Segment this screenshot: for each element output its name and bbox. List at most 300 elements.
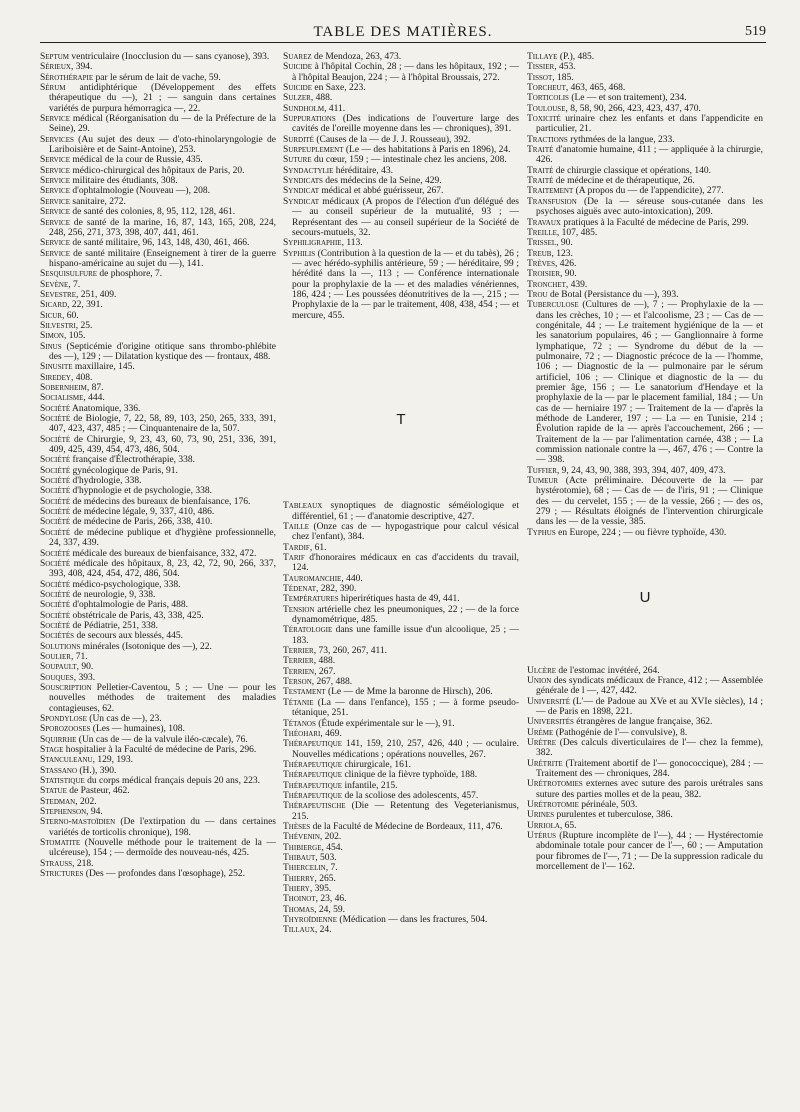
entry-text: d'anatomie humaine, 411 ; — appliquée à la chirurgie, 426. (536, 145, 763, 166)
index-entry (283, 832, 519, 842)
entry-headword: Thérapeutique (283, 759, 343, 770)
entry-text: , 394. (70, 62, 93, 73)
entry-text: , 265. (314, 873, 336, 884)
entry-text: hospitalier à la Faculté de médecine de Paris, 296. (63, 745, 257, 756)
index-entry (40, 714, 276, 724)
entry-headword: Société (40, 434, 71, 445)
entry-headword: Surdité (283, 134, 314, 145)
entry-text: en Europe, 224 ; — ou fièvre typhoïde, 430. (555, 527, 727, 538)
entry-text: de Pasteur, 462. (66, 786, 130, 797)
index-entry (527, 728, 763, 738)
entry-headword: Tarif (283, 553, 305, 563)
entry-headword: Terrier (283, 656, 314, 667)
entry-headword: Thérapeutique (283, 790, 343, 801)
index-entry (40, 683, 276, 714)
entry-text: Anatomique, 336. (70, 403, 141, 414)
index-entry (283, 739, 519, 760)
entry-text: médical (Réorganisation du — de la Préfecture de la Seine), 29. (49, 114, 276, 135)
index-entry (527, 238, 763, 248)
entry-text: du corps médical français depuis 20 ans, 223. (84, 776, 260, 787)
index-entry (40, 724, 276, 734)
entry-text: urinaire chez les enfants et dans l'appendicite en particulier, 21. (536, 114, 763, 135)
entry-headword: Thiery (283, 884, 310, 894)
entry-headword: Thérapeutique (283, 780, 343, 791)
entry-text: (Contribution à la question de la — et du tabès), 26 ; — avec hérédo-syphilis antérieure, 59 ; — héréditaire, 99 ; hérédité dans la —, 113 ; — Conférence internationale pour la prophylaxie de la — et des maladies vénériennes, 186, 424 ; — Les poussées déonutritives de la —, 215 ; — Prophylaxie de la — par le traitement, 408, 438, 454 ; — et mercure, 455. (292, 248, 519, 321)
index-entry (40, 559, 276, 580)
entry-headword: Urétrite (527, 758, 563, 769)
entry-headword: Soupault (40, 662, 77, 673)
entry-headword: Sérieux (40, 62, 71, 73)
index-entry (40, 207, 276, 217)
entry-headword: Torticolis (527, 93, 569, 104)
index-entry (40, 631, 276, 641)
index-entry (283, 770, 519, 780)
entry-text: , 94. (86, 807, 103, 818)
entry-text: médico-chirurgical des hôpitaux de Paris, 20. (70, 165, 245, 176)
entry-headword: Terrier (283, 646, 314, 657)
entry-headword: Société (40, 486, 71, 497)
entry-headword: Tractions (527, 134, 568, 145)
entry-headword: Société (40, 455, 71, 466)
entry-text: médico-psychologique, 338. (70, 579, 181, 590)
index-entry (40, 383, 276, 393)
entry-text: médicaux (A propos de l'élection d'un délégué des — au conseil supérieur de la mutualité, 93 ; — Représentant des — au conseil supérieur de la Société de secours-mutuels, 32. (292, 196, 519, 238)
entry-headword: Simon (40, 331, 64, 342)
index-entry (40, 238, 276, 248)
entry-text: de santé de la marine, 16, 87, 143, 165, 208, 224, 248, 256, 271, 373, 398, 407, 441, 461. (49, 217, 276, 238)
entry-headword: Service (40, 114, 70, 125)
index-entry (283, 104, 519, 114)
entry-headword: Thierry (283, 873, 315, 884)
entry-headword: Stanculeanu (40, 755, 93, 766)
index-entry (283, 801, 519, 822)
index-entry (40, 869, 276, 879)
entry-headword: Urines (527, 810, 555, 821)
index-entry (40, 155, 276, 165)
index-entry (40, 300, 276, 310)
entry-headword: Thoinot (283, 894, 316, 905)
entry-text: (De la — séreuse sous-cutanée dans les psychoses aiguës avec auto-intoxication), 209. (536, 196, 763, 218)
entry-headword: Solutions (40, 641, 81, 652)
index-entry (40, 197, 276, 207)
entry-text: , 426. (554, 258, 577, 269)
index-column-3 (527, 52, 763, 872)
index-entry (40, 321, 276, 331)
index-entry (40, 735, 276, 745)
entry-text: d'ophtalmologie (Nouveau —), 208. (70, 186, 210, 197)
index-entry (283, 605, 519, 626)
entry-text: (De l'extirpation du — dans certaines variétés de torticolis chronique), 198. (49, 817, 276, 838)
entry-headword: Strauss (40, 858, 73, 869)
entry-text: , 65. (559, 820, 577, 831)
index-entry (40, 280, 276, 290)
index-entry (40, 52, 276, 62)
entry-text: (Un cas de —), 23. (86, 714, 162, 724)
entry-headword: Thyroïdienne (283, 915, 338, 926)
index-entry (527, 259, 763, 269)
entry-text: , 24. (314, 925, 332, 936)
entry-headword: Trèves (527, 258, 555, 269)
index-entry (40, 404, 276, 414)
entry-headword: Statistique (40, 776, 85, 787)
entry-text: (Nouvelle méthode pour le traitement de la — ulcéreuse), 154 ; — dermoïde des nouveau-nés, 425. (49, 838, 276, 859)
index-entry (40, 528, 276, 549)
entry-text: , 7. (68, 279, 81, 290)
entry-text: d'hypnologie et de psychologie, 338. (70, 486, 212, 497)
entry-text: , 444. (83, 393, 105, 404)
index-entry (40, 476, 276, 486)
entry-headword: Stage (40, 745, 64, 756)
entry-text: de l'estomac invétéré, 264. (556, 665, 660, 676)
index-entry (40, 414, 276, 435)
index-entry (283, 238, 519, 248)
index-entry (40, 166, 276, 176)
entry-text: française d'Électrothérapie, 338. (70, 455, 196, 466)
entry-text: de médecins des bureaux de bienfaisance, 176. (70, 496, 251, 507)
entry-text: , 463, 465, 468. (565, 83, 626, 94)
entry-headword: Tillaye (527, 52, 558, 62)
index-entry (527, 186, 763, 196)
index-entry (527, 779, 763, 800)
index-entry (40, 776, 276, 786)
entry-headword: Températures (283, 594, 339, 605)
entry-text: de médecine légale, 9, 337, 410, 486. (70, 507, 215, 518)
index-entry (283, 698, 519, 719)
index-entry (40, 393, 276, 403)
entry-headword: Thibierge (283, 842, 322, 853)
entry-headword: Sterno-mastoïdien (40, 817, 116, 828)
entry-text: de Botal (Persistance du —), 393. (547, 289, 679, 300)
entry-text: 141, 159, 210, 257, 426, 440 ; — oculaire. Nouvelles médications ; opérations nouvelles, 267. (292, 739, 519, 760)
entry-text: , 73, 260, 267, 411. (313, 646, 387, 657)
entry-headword: Urriola (527, 820, 560, 831)
entry-headword: Université (527, 696, 571, 707)
index-entry (40, 373, 276, 383)
index-entry (40, 755, 276, 765)
index-entry (283, 135, 519, 145)
index-entry (527, 810, 763, 820)
entry-headword: Syndactylie (283, 165, 334, 176)
entry-text: , 202. (75, 796, 97, 807)
entry-headword: Suture (283, 155, 312, 166)
entry-headword: Sinusite (40, 362, 73, 373)
entry-text: synoptiques de diagnostic séméiologique et différentiel, 61 ; — d'anatomie descriptive, 427. (292, 501, 519, 522)
entry-text: maxillaire, 145. (72, 362, 135, 373)
entry-text: (P.), 485. (557, 52, 595, 62)
entry-text: périnéale, 503. (578, 799, 638, 810)
entry-text: , 440. (341, 573, 363, 584)
entry-headword: Service (40, 248, 70, 259)
index-entry (40, 621, 276, 631)
index-entry (40, 611, 276, 621)
entry-headword: Société (40, 517, 71, 528)
index-entry (527, 738, 763, 759)
index-entry (40, 745, 276, 755)
entry-text: militaire des étudiants, 308. (70, 176, 178, 187)
entry-headword: Travaux (527, 217, 561, 228)
entry-headword: Utérus (527, 831, 557, 841)
entry-text: de médecine et de thérapeutique, 26. (553, 176, 695, 187)
entry-headword: Urétrotomie (527, 799, 579, 810)
entry-text: (Des calculs diverticulaires de l'— chez la femme), 382. (536, 737, 763, 759)
entry-text: (Rupture incomplète de l'—), 44 ; — Hystérectomie abdominale totale pour cancer de l'—, 60 ; — Amputation pour fibromes de l'—, 71 ; — De la suppression radicale du morcellement de l'— 162. (536, 831, 763, 873)
entry-headword: Treille (527, 227, 557, 238)
entry-headword: Tardif (283, 542, 310, 553)
entry-headword: Sociétés (40, 631, 75, 642)
entry-headword: Syphilis (283, 248, 316, 259)
entry-headword: Service (40, 207, 70, 218)
index-entry (40, 186, 276, 196)
entry-headword: Tableaux (283, 501, 323, 512)
index-entry (283, 197, 519, 238)
entry-headword: Ulcère (527, 665, 557, 676)
index-entry (283, 677, 519, 687)
index-entry (283, 874, 519, 884)
index-entry (283, 905, 519, 915)
index-entry (527, 666, 763, 676)
entry-text: , 123. (551, 248, 573, 259)
index-entry (40, 176, 276, 186)
entry-text: , 202. (319, 832, 342, 843)
entry-text: , 71. (70, 651, 88, 662)
entry-text: de médecine publique et d'hygiène professionnelle, 24, 337, 439. (49, 527, 276, 549)
entry-headword: Spondylose (40, 714, 87, 724)
entry-headword: Thérapeutische (283, 801, 346, 812)
index-entry (283, 656, 519, 666)
entry-text: en Saxe, 223. (312, 83, 366, 94)
index-entry (40, 362, 276, 372)
index-entry (40, 497, 276, 507)
entry-headword: Treub (527, 248, 552, 259)
entry-headword: Sevestre (40, 289, 77, 300)
entry-headword: Tronchet (527, 279, 566, 290)
index-entry (283, 687, 519, 697)
entry-headword: Service (40, 155, 70, 166)
entry-text: antidiphtérique (Développement des effets thérapeutique du —), 21 ; — sanguin dans certaines variétés de purpura hémorragica —, 22. (49, 83, 276, 114)
entry-headword: Tédenat (283, 584, 317, 595)
entry-text: , 469. (320, 728, 342, 739)
index-entry (527, 228, 763, 238)
entry-headword: Toulouse (527, 103, 566, 114)
entry-headword: Société (40, 558, 71, 569)
entry-headword: Traitement (527, 186, 574, 197)
entry-text: rythmées de la langue, 233. (567, 134, 675, 145)
entry-headword: Tétanie (283, 697, 314, 708)
entry-text: , 22, 391. (67, 300, 103, 311)
index-entry (283, 83, 519, 93)
entry-headword: Tissier (527, 62, 555, 73)
entry-headword: Traité (527, 176, 554, 187)
page-header (40, 22, 766, 44)
section-letter: U (639, 589, 651, 607)
entry-text: pratiques à la Faculté de médecine de Paris, 299. (560, 217, 749, 228)
entry-text: à l'hôpital Cochin, 28 ; — dans les hôpitaux, 192 ; — à l'hôpital Beaujon, 224 ; — à l'hôpital Broussais, 272. (292, 62, 519, 83)
index-entry (40, 114, 276, 135)
entry-text: , 90. (556, 238, 573, 249)
index-entry (527, 93, 763, 103)
entry-headword: Troisier (527, 269, 561, 280)
index-entry (527, 280, 763, 290)
entry-text: obstétricale de Paris, 43, 338, 425. (70, 610, 204, 621)
entry-text: , 439. (565, 279, 588, 290)
entry-text: , 267. (314, 666, 336, 677)
entry-headword: Thiercelin (283, 863, 326, 874)
entry-text: (Causes de la — de J. J. Rousseau), 392. (313, 134, 471, 145)
entry-headword: Statue (40, 786, 67, 797)
entry-text: clinique de la fièvre typhoïde, 188. (342, 770, 478, 781)
entry-headword: Tauromanchie (283, 573, 342, 584)
entry-headword: Toxicité (527, 114, 561, 125)
entry-headword: Sobernheim (40, 383, 87, 393)
entry-text: , 218. (72, 858, 94, 869)
entry-headword: Sporozooses (40, 724, 91, 735)
entry-headword: Société (40, 579, 71, 590)
entry-headword: Syphiligraphie (283, 238, 342, 249)
entry-headword: Société (40, 620, 71, 631)
entry-headword: Surpeuplement (283, 145, 344, 156)
entry-headword: Service (40, 186, 70, 197)
entry-headword: Traité (527, 165, 554, 176)
index-entry (40, 517, 276, 527)
index-entry (283, 719, 519, 729)
running-title: TABLE DES MATIÈRES. (313, 24, 493, 40)
entry-text: chirurgicale, 161. (342, 759, 412, 770)
entry-text: , 105. (63, 331, 86, 342)
entry-text: , 90. (76, 662, 94, 673)
index-entry (283, 574, 519, 584)
entry-text: , 8, 58, 90, 266, 423, 423, 437, 470. (565, 103, 701, 114)
entry-headword: Service (40, 165, 70, 176)
entry-headword: Sérum (40, 83, 66, 94)
index-entry (283, 925, 519, 935)
entry-text: (Des indications de l'ouverture large des cavités de l'oreille moyenne dans les — chroniques), 391. (292, 114, 519, 135)
entry-text: de Pédiatrie, 251, 338. (70, 620, 159, 631)
entry-text: , 503. (315, 852, 337, 863)
entry-headword: Syndicat (283, 196, 320, 207)
entry-headword: Société (40, 589, 71, 600)
index-entry (40, 766, 276, 776)
entry-text: d'hydrologie, 338. (70, 476, 142, 487)
index-entry (283, 625, 519, 646)
entry-headword: Tuffier (527, 465, 557, 476)
index-entry (283, 584, 519, 594)
index-entry (40, 62, 276, 72)
index-entry (283, 543, 519, 553)
index-entry (40, 73, 276, 83)
index-entry (40, 600, 276, 610)
entry-headword: Sinus (40, 341, 62, 352)
index-entry (283, 915, 519, 925)
entry-headword: Stassano (40, 765, 78, 776)
entry-headword: Suicide (283, 62, 313, 73)
index-entry (40, 218, 276, 239)
index-entry (283, 155, 519, 165)
entry-text: , 453. (554, 62, 576, 73)
index-entry (40, 642, 276, 652)
entry-text: de la Faculté de Médecine de Bordeaux, 111, 476. (310, 821, 503, 832)
entry-headword: Société (40, 465, 71, 476)
entry-headword: Tétanos (283, 718, 316, 729)
entry-text: , 395. (309, 884, 332, 894)
entry-text: (Die — Retentung des Vegeterianismus, 215. (292, 801, 519, 822)
entry-text: de santé militaire, 96, 143, 148, 430, 461, 466. (70, 238, 250, 249)
entry-headword: Thérapeutique (283, 770, 343, 781)
entry-text: (Onze cas de — hypogastrique pour calcul vésical chez l'enfant), 384. (292, 521, 519, 543)
entry-headword: Services (40, 134, 74, 145)
entry-headword: Strictures (40, 869, 84, 880)
entry-headword: Tumeur (527, 476, 559, 487)
entry-text: (Le — des habitations à Paris en 1896), 24. (343, 145, 511, 156)
entry-headword: Société (40, 600, 71, 611)
entry-text: (Cultures de —), 7 ; — Prophylaxie de la — dans les crèches, 10 ; — et l'alcoolisme, 23 ; — Cas de — congénitale, 44 ; — Le traitement hygiénique de la — et les sanatorium populaires, 46 ; — Ganglionnaire à forme lymphatique, 72 ; — Syndrome du début de la — pulmonaire, 72 ; — Diagnostic précoce de la — l'homme, 106 ; — Diagnostic de la — pulmonaire par le sérum artificiel, 106 ; — Clinique et diagnostic de la — du premier âge, 156 ; — Le sanatorium d'Hendaye et la prophylaxie de la — par le placement familial, 184 ; — Un cas de — herniaire 197 ; — Traitement de la — d'après la méthode de Landerer, 197 ; — La — en Tunisie, 214 ; Évolution rapide de la — après l'accouchement, 266 ; — Traitement de la — par l'alimentation carnée, 438 ; — La commission nationale contre la —, 467, 476 ; — Contre la — 398. (536, 300, 763, 466)
entry-headword: Syndicats (283, 176, 323, 187)
entry-text: de Chirurgie, 9, 23, 43, 60, 73, 90, 251, 336, 391, 409, 425, 439, 454, 473, 486, 504. (49, 434, 276, 456)
index-entry (283, 729, 519, 739)
entry-text: (Traitement abortif de l'— gonococcique), 284 ; — Traitement des — chroniques, 284. (536, 758, 763, 779)
entry-headword: Typhus (527, 527, 556, 538)
entry-text: , 267, 488. (311, 677, 353, 688)
entry-text: de Biologie, 7, 22, 58, 89, 103, 250, 265, 333, 391, 407, 423, 437, 485 ; — Cinquantenaire de la, 507. (49, 414, 276, 435)
entry-text: , 9, 24, 43, 90, 388, 393, 394, 407, 409, 473. (556, 465, 726, 476)
entry-text: des syndicats médicaux de France, 412 ; — Assemblée générale de l —, 427, 442. (536, 675, 763, 697)
index-entry (283, 843, 519, 853)
entry-headword: Stedman (40, 796, 76, 807)
entry-headword: Stomatite (40, 838, 81, 849)
index-entry (527, 831, 763, 872)
index-entry (527, 104, 763, 114)
entry-text: de santé militaire (Enseignement à tirer de la guerre hispano-américaine au sujet du —), 141. (49, 248, 276, 269)
entry-text: , 90. (560, 269, 577, 280)
index-entry (283, 176, 519, 186)
entry-headword: Thévenin (283, 832, 320, 843)
entry-headword: Soulier (40, 651, 71, 662)
entry-headword: Thibaut (283, 852, 316, 863)
entry-text: , 411. (324, 103, 346, 114)
entry-text: héréditaire, 43. (333, 165, 394, 176)
header-rule (40, 42, 766, 43)
index-entry (527, 135, 763, 145)
entry-text: , 24, 59. (314, 904, 345, 915)
entry-headword: Terson (283, 677, 312, 688)
entry-headword: Universités (527, 717, 574, 728)
index-entry (283, 52, 519, 62)
entry-text: artérielle chez les pneumoniques, 22 ; — de la force dynamométrique, 485. (292, 604, 519, 626)
entry-text: (Au sujet des deux — d'oto-rhinolaryngologie de Lariboisière et de Saint-Antoine), 253. (49, 134, 276, 156)
entry-headword: Souques (40, 672, 74, 683)
entry-text: , 107, 485. (556, 227, 598, 238)
entry-headword: Sesquisulfure (40, 269, 98, 280)
index-entry (283, 186, 519, 196)
entry-text: , 25. (75, 320, 93, 331)
entry-text: de Mendoza, 263, 473. (311, 52, 402, 62)
index-entry (40, 290, 276, 300)
entry-headword: Suarez (283, 52, 312, 62)
entry-text: externes avec suture des parois urétrales sans suture des parties molles et de la peau, 382. (536, 779, 763, 800)
index-entry (527, 697, 763, 718)
entry-headword: Septum (40, 52, 70, 62)
entry-headword: Société (40, 403, 71, 414)
entry-text: (Un cas de — de la valvule iléo-cæcale), 76. (76, 734, 248, 745)
index-entry (283, 522, 519, 543)
entry-headword: Souscription (40, 682, 92, 693)
entry-text: ventriculaire (Inocclusion du — sans cyanose), 393. (69, 52, 270, 62)
index-entry (40, 507, 276, 517)
entry-text: , 87. (86, 383, 104, 393)
entry-headword: Sérothérapie (40, 72, 94, 83)
index-entry (40, 83, 276, 114)
index-entry (283, 781, 519, 791)
index-entry (283, 853, 519, 863)
